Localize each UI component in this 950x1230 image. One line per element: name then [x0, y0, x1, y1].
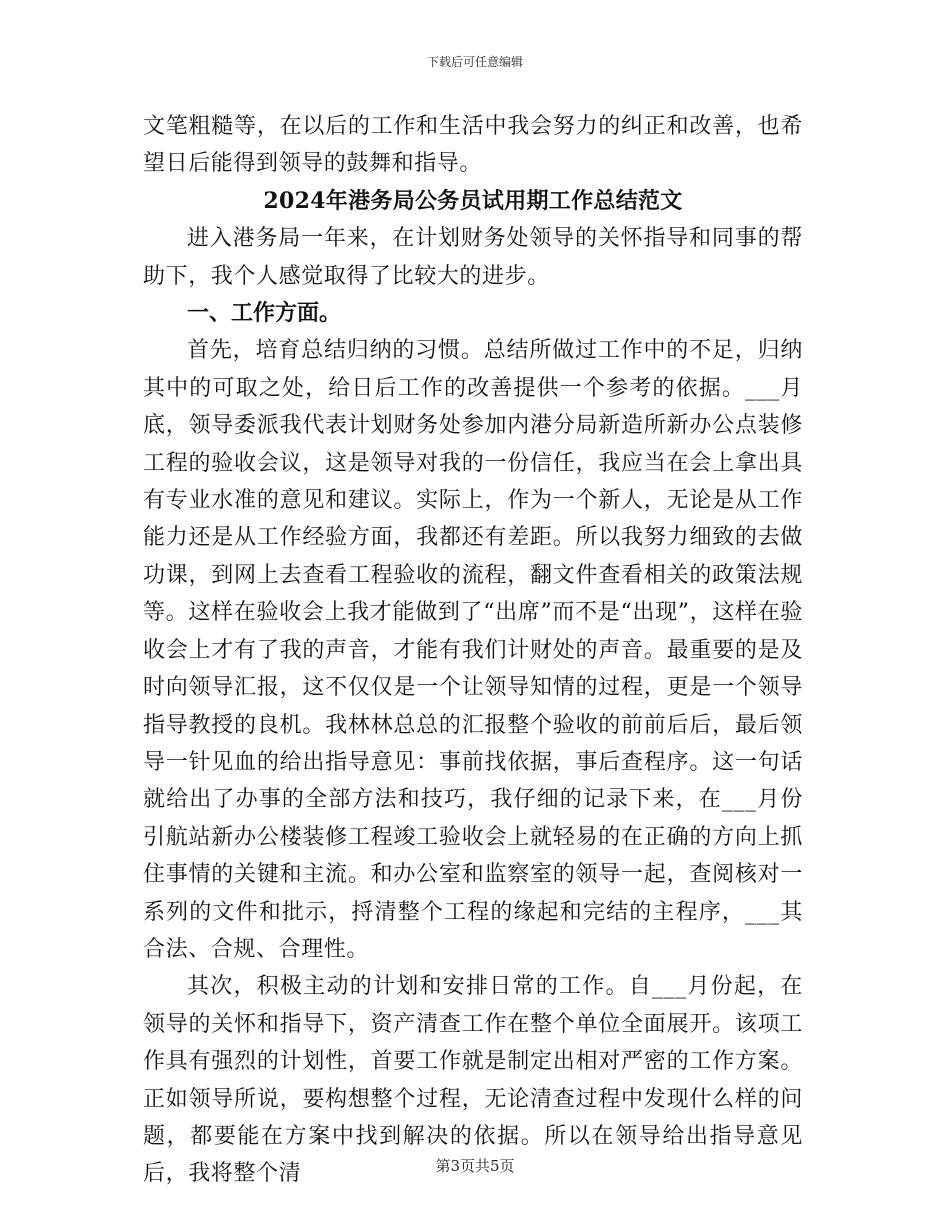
intro-paragraph: 进入港务局一年来，在计划财务处领导的关怀指导和同事的帮助下，我个人感觉取得了比较大的进步。 [143, 226, 803, 289]
body-paragraph-1: 首先，培育总结归纳的习惯。总结所做过工作中的不足，归纳其中的可取之处，给日后工作的改善提供一个参考的依据。___月底，领导委派我代表计划财务处参加内港分局新造所新办公点装修工程的验收会议，这是领导对我的一份信任，我应当在会上拿出具有专业水准的意见和建议。实际上，作为一个新人，无论是从工作能力还是从工作经验方面，我都还有差距。所以我努力细致的去做功课，到网上去查看工程验收的流程，翻文件查看相关的政策法规等。这样在验收会上我才能做到了“出席”而不是“出现”，这样在验收会上才有了我的声音，才能有我们计财处的声音。最重要的是及时向领导汇报，这不仅仅是一个让领导知情的过程，更是一个领导指导教授的良机。我林林总总的汇报整个验收的前前后后，最后领导一针见血的给出指导意见：事前找依据，事后查程序。这一句话就给出了办事的全部方法和技巧，我仔细的记录下来，在___月份引航站新办公楼装修工程竣工验收会上就轻易的在正确的方向上抓住事情的关键和主流。和办公室和监察室的领导一起，查阅核对一系列的文件和批示，捋清整个工程的缘起和完结的主程序，___其合法、合规、合理性。 [143, 338, 803, 962]
section-heading-work: 一、工作方面。 [187, 300, 342, 327]
body-paragraph-2: 其次，积极主动的计划和安排日常的工作。自___月份起，在领导的关怀和指导下，资产清查工作在整个单位全面展开。该项工作具有强烈的计划性，首要工作就是制定出相对严密的工作方案。正如领导所说，要构想整个过程，无论清查过程中发现什么样的问题，都要能在方案中找到解决的依据。所以在领导给出指导意见后，我将整个清 [143, 974, 803, 1187]
document-body [143, 108, 803, 1193]
page-footer: 第3页共5页 [435, 1157, 515, 1175]
document-title: 2024年港务局公务员试用期工作总结范文 [263, 187, 683, 214]
continuation-paragraph: 文笔粗糙等，在以后的工作和生活中我会努力的纠正和改善，也希望日后能得到领导的鼓舞和指导。 [143, 114, 803, 177]
page-header: 下载后可任意编辑 [426, 55, 523, 69]
